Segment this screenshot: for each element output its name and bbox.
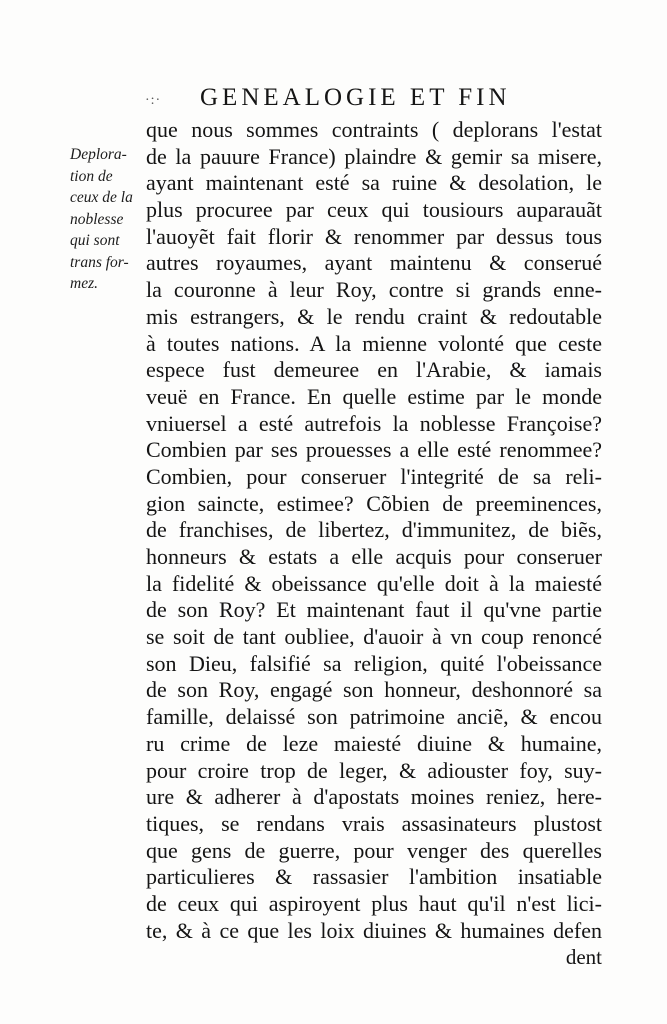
text-line: de son Roy, engagé son honneur, deshonnoré sa bbox=[146, 677, 602, 703]
catchword: dent bbox=[565, 945, 602, 970]
text-line: se soit de tant oubliee, d'auoir à vn coup renoncé bbox=[146, 624, 602, 650]
text-line: que nous sommes contraints ( deplorans l'estat bbox=[146, 117, 602, 142]
text-line: honneurs & estats a elle acquis pour conseruer bbox=[146, 544, 602, 569]
margin-note-line: qui sont bbox=[70, 232, 120, 249]
text-line: famille, delaissé son patrimoine anciẽ, & encou bbox=[146, 704, 602, 730]
margin-note bbox=[70, 144, 154, 295]
text-line: que gens de guerre, pour venger des querelles bbox=[146, 837, 602, 863]
text-line: son Dieu, falsifié sa religion, quité l'obeissance bbox=[146, 650, 602, 676]
text-line: vniuersel a esté autrefois la noblesse Françoise? bbox=[146, 410, 602, 436]
text-line: ru crime de leze maiesté diuine & humaine, bbox=[146, 730, 602, 756]
text-line: espece fust demeuree en l'Arabie, & iamais bbox=[146, 357, 602, 383]
text-line: la fidelité & obeissance qu'elle doit à la maiesté bbox=[146, 570, 602, 596]
text-line: de franchises, de libertez, d'immunitez, de biẽs, bbox=[146, 517, 602, 543]
text-line: autres royaumes, ayant maintenu & conserué bbox=[146, 250, 602, 276]
text-line: gion saincte, estimee? Cõbien de preeminences, bbox=[146, 490, 602, 516]
header-ornament: ·:· bbox=[145, 93, 162, 108]
text-line: te, & à ce que les loix diuines & humaines defen bbox=[146, 917, 602, 943]
running-head: GENEALOGIE ET FIN bbox=[200, 84, 511, 111]
body-text bbox=[146, 117, 602, 971]
text-line: mis estrangers, & le rendu craint & redoutable bbox=[146, 303, 602, 329]
text-line: pour croire trop de leger, & adiouster foy, suy- bbox=[146, 757, 602, 783]
margin-note-line: noblesse bbox=[70, 210, 124, 228]
margin-note-line: ceux de la bbox=[70, 189, 133, 206]
text-line: Combien par ses prouesses a elle esté renommee? bbox=[146, 437, 602, 463]
text-line: particulieres & rassasier l'ambition insatiable bbox=[146, 864, 602, 890]
text-line: ayant maintenant esté sa ruine & desolation, le bbox=[146, 170, 602, 196]
text-line: tiques, se rendans vrais assasinateurs plustost bbox=[146, 810, 602, 836]
text-line: Combien, pour conseruer l'integrité de sa reli- bbox=[146, 463, 602, 489]
text-line: veuë en France. En quelle estime par le monde bbox=[146, 383, 602, 409]
margin-note-line: tion de bbox=[70, 167, 113, 185]
text-line: l'auoyẽt fait florir & renommer par dessus tous bbox=[146, 223, 602, 249]
margin-note-line: trans for- bbox=[70, 253, 129, 271]
text-line: plus procuree par ceux qui tousiours auparauãt bbox=[146, 197, 602, 223]
margin-note-line: Deplora- bbox=[70, 146, 127, 163]
text-line: de son Roy? Et maintenant faut il qu'vne partie bbox=[146, 597, 602, 623]
text-line: de la pauure France) plaindre & gemir sa misere, bbox=[146, 143, 602, 169]
text-line: à toutes nations. A la mienne volonté que ceste bbox=[146, 330, 602, 356]
text-line: de ceux qui aspiroyent plus haut qu'il n'est lici- bbox=[146, 890, 602, 916]
text-line: ure & adherer à d'apostats moines reniez, here- bbox=[146, 784, 602, 810]
margin-note-line: mez. bbox=[70, 275, 98, 292]
text-line: la couronne à leur Roy, contre si grands enne- bbox=[146, 277, 602, 303]
